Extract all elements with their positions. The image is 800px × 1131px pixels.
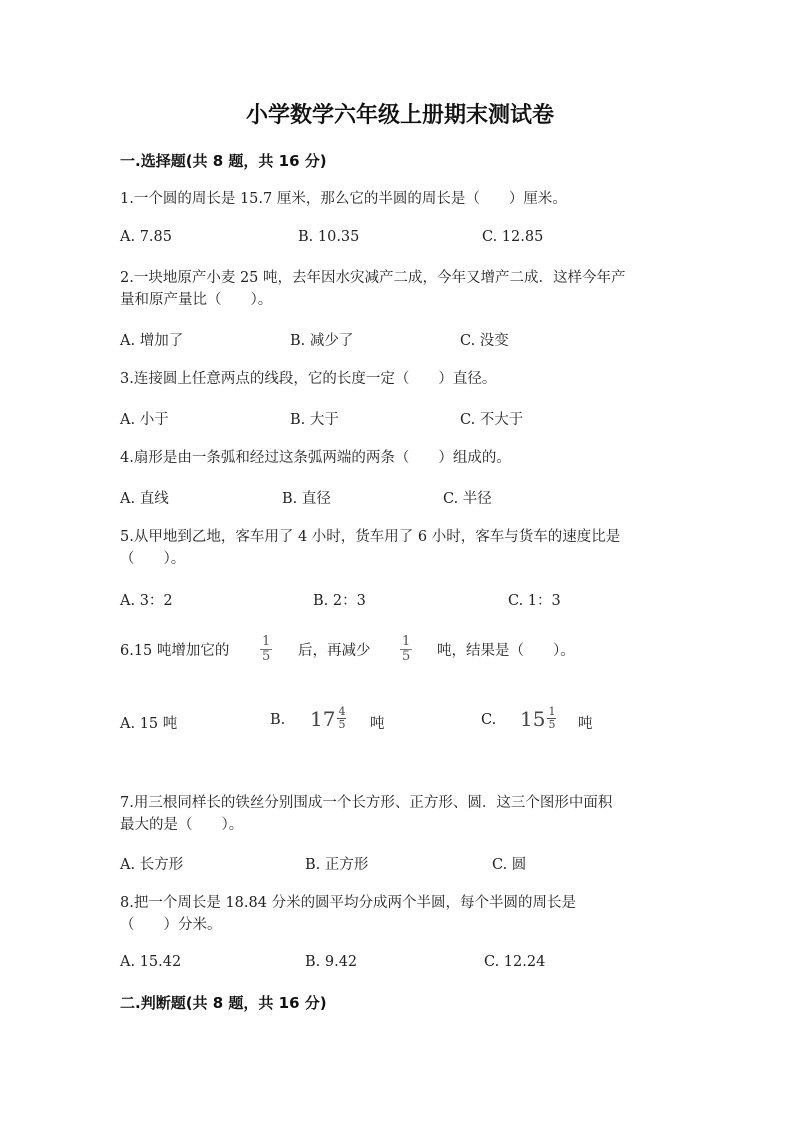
section-heading-true-false: 二.判断题(共 8 题，共 16 分)	[120, 994, 327, 1012]
question-6-part-2: 后，再减少	[298, 643, 371, 659]
fraction-denominator: 5	[402, 649, 411, 664]
fraction-numerator: 4	[338, 705, 346, 718]
q6-option-c-unit: 吨	[578, 716, 593, 732]
mixed-fraction	[337, 706, 346, 731]
q1-option-b[interactable]: B. 10.35	[298, 229, 360, 245]
question-2-line-2: 量和原产量比（ ）。	[120, 292, 273, 308]
fraction-numerator: 1	[262, 634, 271, 649]
q6-option-b-mixed-number[interactable]	[310, 706, 346, 731]
q4-option-b[interactable]: B. 直径	[282, 491, 331, 507]
q7-option-a[interactable]: A. 长方形	[120, 857, 184, 873]
fraction-numerator: 1	[402, 634, 411, 649]
question-5-line-2: （ ）。	[120, 551, 186, 567]
question-1: 1.一个圆的周长是 15.7 厘米，那么它的半圆的周长是（ ）厘米。	[120, 191, 567, 207]
q1-option-c[interactable]: C. 12.85	[482, 229, 544, 245]
fraction-denominator: 5	[548, 718, 556, 731]
q5-option-c[interactable]: C. 1：3	[508, 593, 561, 609]
fraction-denominator: 5	[262, 649, 271, 664]
q2-option-a[interactable]: A. 增加了	[120, 333, 184, 349]
q6-option-b-unit: 吨	[370, 716, 385, 732]
question-2-line-1: 2.一块地原产小麦 25 吨，去年因水灾减产二成，今年又增产二成．这样今年产	[120, 270, 626, 286]
q1-option-a[interactable]: A. 7.85	[120, 229, 172, 245]
q5-option-a[interactable]: A. 3：2	[120, 593, 173, 609]
question-3: 3.连接圆上任意两点的线段，它的长度一定（ ）直径。	[120, 371, 497, 387]
mixed-whole: 15	[520, 706, 546, 731]
section-heading-choice: 一.选择题(共 8 题，共 16 分)	[120, 152, 327, 170]
q6-option-c-mixed-number[interactable]	[520, 706, 556, 731]
q4-option-c[interactable]: C. 半径	[443, 491, 492, 507]
q2-option-b[interactable]: B. 减少了	[290, 333, 354, 349]
fraction-one-fifth-1	[260, 635, 272, 664]
q3-option-b[interactable]: B. 大于	[290, 412, 339, 428]
q2-option-c[interactable]: C. 没变	[460, 333, 509, 349]
question-6-part-1: 6.15 吨增加它的	[120, 643, 230, 659]
mixed-fraction	[547, 706, 556, 731]
mixed-whole: 17	[310, 706, 336, 731]
fraction-one-fifth-2	[400, 635, 412, 664]
question-7-line-2: 最大的是（ ）。	[120, 817, 244, 833]
question-5-line-1: 5.从甲地到乙地，客车用了 4 小时，货车用了 6 小时，客车与货车的速度比是	[120, 529, 621, 545]
fraction-numerator: 1	[548, 705, 556, 718]
question-6-part-3: 吨，结果是（ ）。	[437, 643, 575, 659]
q7-option-c[interactable]: C. 圆	[492, 857, 527, 873]
q6-option-b-label[interactable]: B.	[270, 712, 286, 728]
question-8-line-2: （ ）分米。	[120, 917, 222, 933]
page-title: 小学数学六年级上册期末测试卷	[245, 103, 554, 128]
q8-option-b[interactable]: B. 9.42	[305, 954, 358, 970]
question-8-line-1: 8.把一个周长是 18.84 分米的圆平均分成两个半圆，每个半圆的周长是	[120, 895, 577, 911]
q8-option-a[interactable]: A. 15.42	[120, 954, 182, 970]
q7-option-b[interactable]: B. 正方形	[305, 857, 369, 873]
q3-option-a[interactable]: A. 小于	[120, 412, 169, 428]
question-7-line-1: 7.用三根同样长的铁丝分别围成一个长方形、正方形、圆．这三个图形中面积	[120, 795, 613, 811]
fraction-denominator: 5	[338, 718, 346, 731]
q3-option-c[interactable]: C. 不大于	[460, 412, 524, 428]
q5-option-b[interactable]: B. 2：3	[313, 593, 366, 609]
q4-option-a[interactable]: A. 直线	[120, 491, 169, 507]
q6-option-a[interactable]: A. 15 吨	[120, 716, 178, 732]
question-4: 4.扇形是由一条弧和经过这条弧两端的两条（ ）组成的。	[120, 450, 511, 466]
q8-option-c[interactable]: C. 12.24	[484, 954, 546, 970]
q6-option-c-label[interactable]: C.	[481, 712, 497, 728]
